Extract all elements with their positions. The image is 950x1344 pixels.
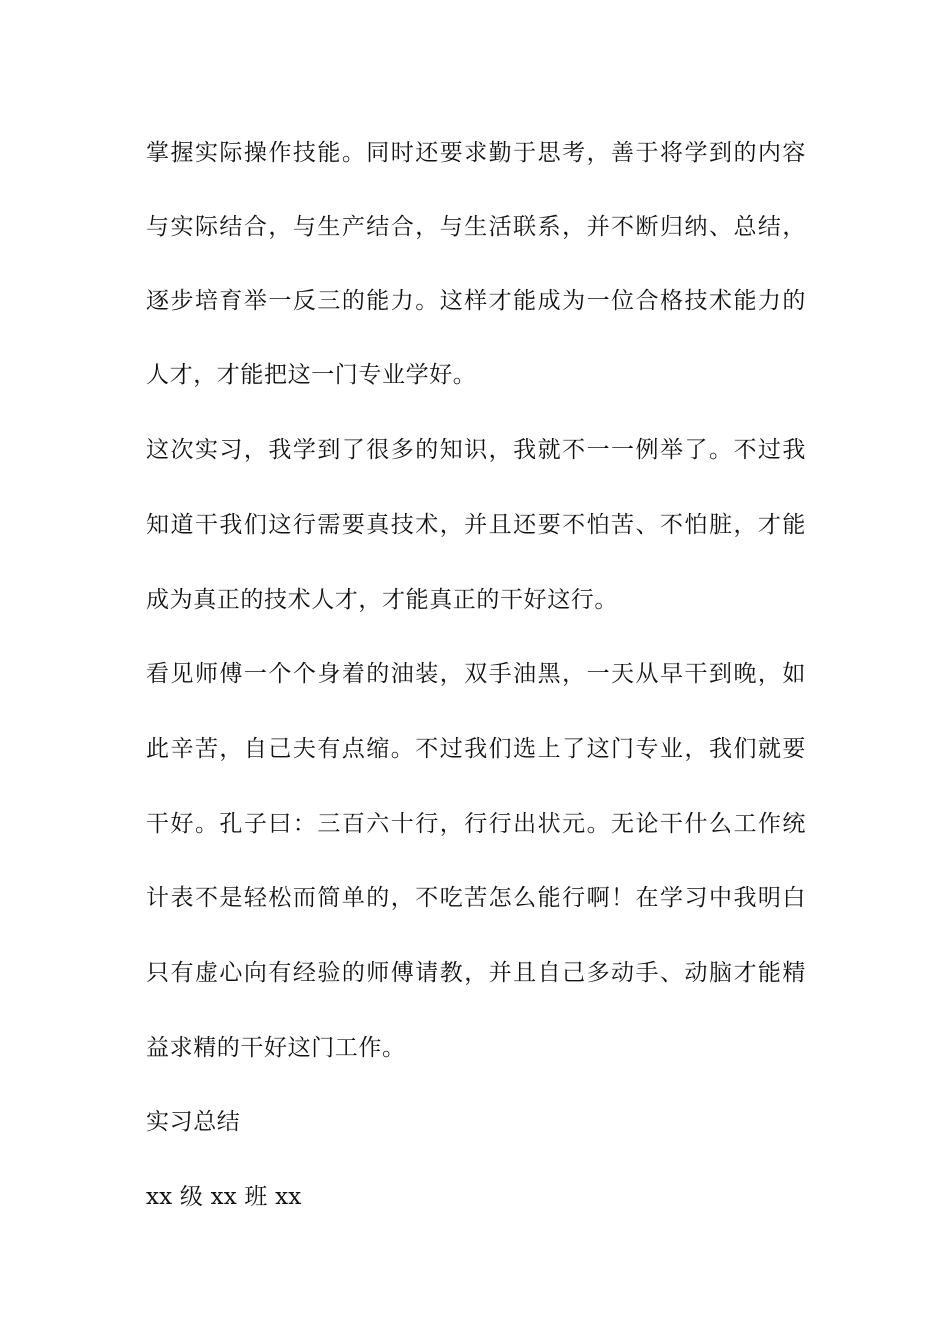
paragraph-1-line-2: 与实际结合，与生产结合，与生活联系，并不断归纳、总结， [146,214,806,240]
paragraph-2-line-1: 这次实习，我学到了很多的知识，我就不一一例举了。不过我 [146,437,806,463]
paragraph-1-line-3: 逐步培育举一反三的能力。这样才能成为一位合格技术能力的 [146,288,806,314]
paragraph-3-line-1: 看见师傅一个个身着的油装，双手油黑，一天从早干到晚，如 [146,661,806,687]
paragraph-3-line-6: 益求精的干好这门工作。 [146,1035,406,1061]
signature-line: xx 级 xx 班 xx [146,1184,302,1210]
paragraph-3-line-2: 此辛苦，自己夫有点缩。不过我们选上了这门专业，我们就要 [146,736,806,762]
paragraph-3-line-5: 只有虚心向有经验的师傅请教，并且自己多动手、动脑才能精 [146,960,806,986]
paragraph-3-line-4: 计表不是轻松而简单的，不吃苦怎么能行啊！在学习中我明白 [146,885,806,911]
paragraph-2-line-3: 成为真正的技术人才，才能真正的干好这行。 [146,587,618,613]
paragraph-2-line-2: 知道干我们这行需要真技术，并且还要不怕苦、不怕脏，才能 [146,512,806,538]
paragraph-1-line-1: 掌握实际操作技能。同时还要求勤于思考，善于将学到的内容 [146,140,806,166]
paragraph-1-line-4: 人才，才能把这一门专业学好。 [146,362,477,388]
closing-title: 实习总结 [146,1109,241,1135]
paragraph-3-line-3: 干好。孔子曰：三百六十行，行行出状元。无论干什么工作统 [146,811,806,837]
